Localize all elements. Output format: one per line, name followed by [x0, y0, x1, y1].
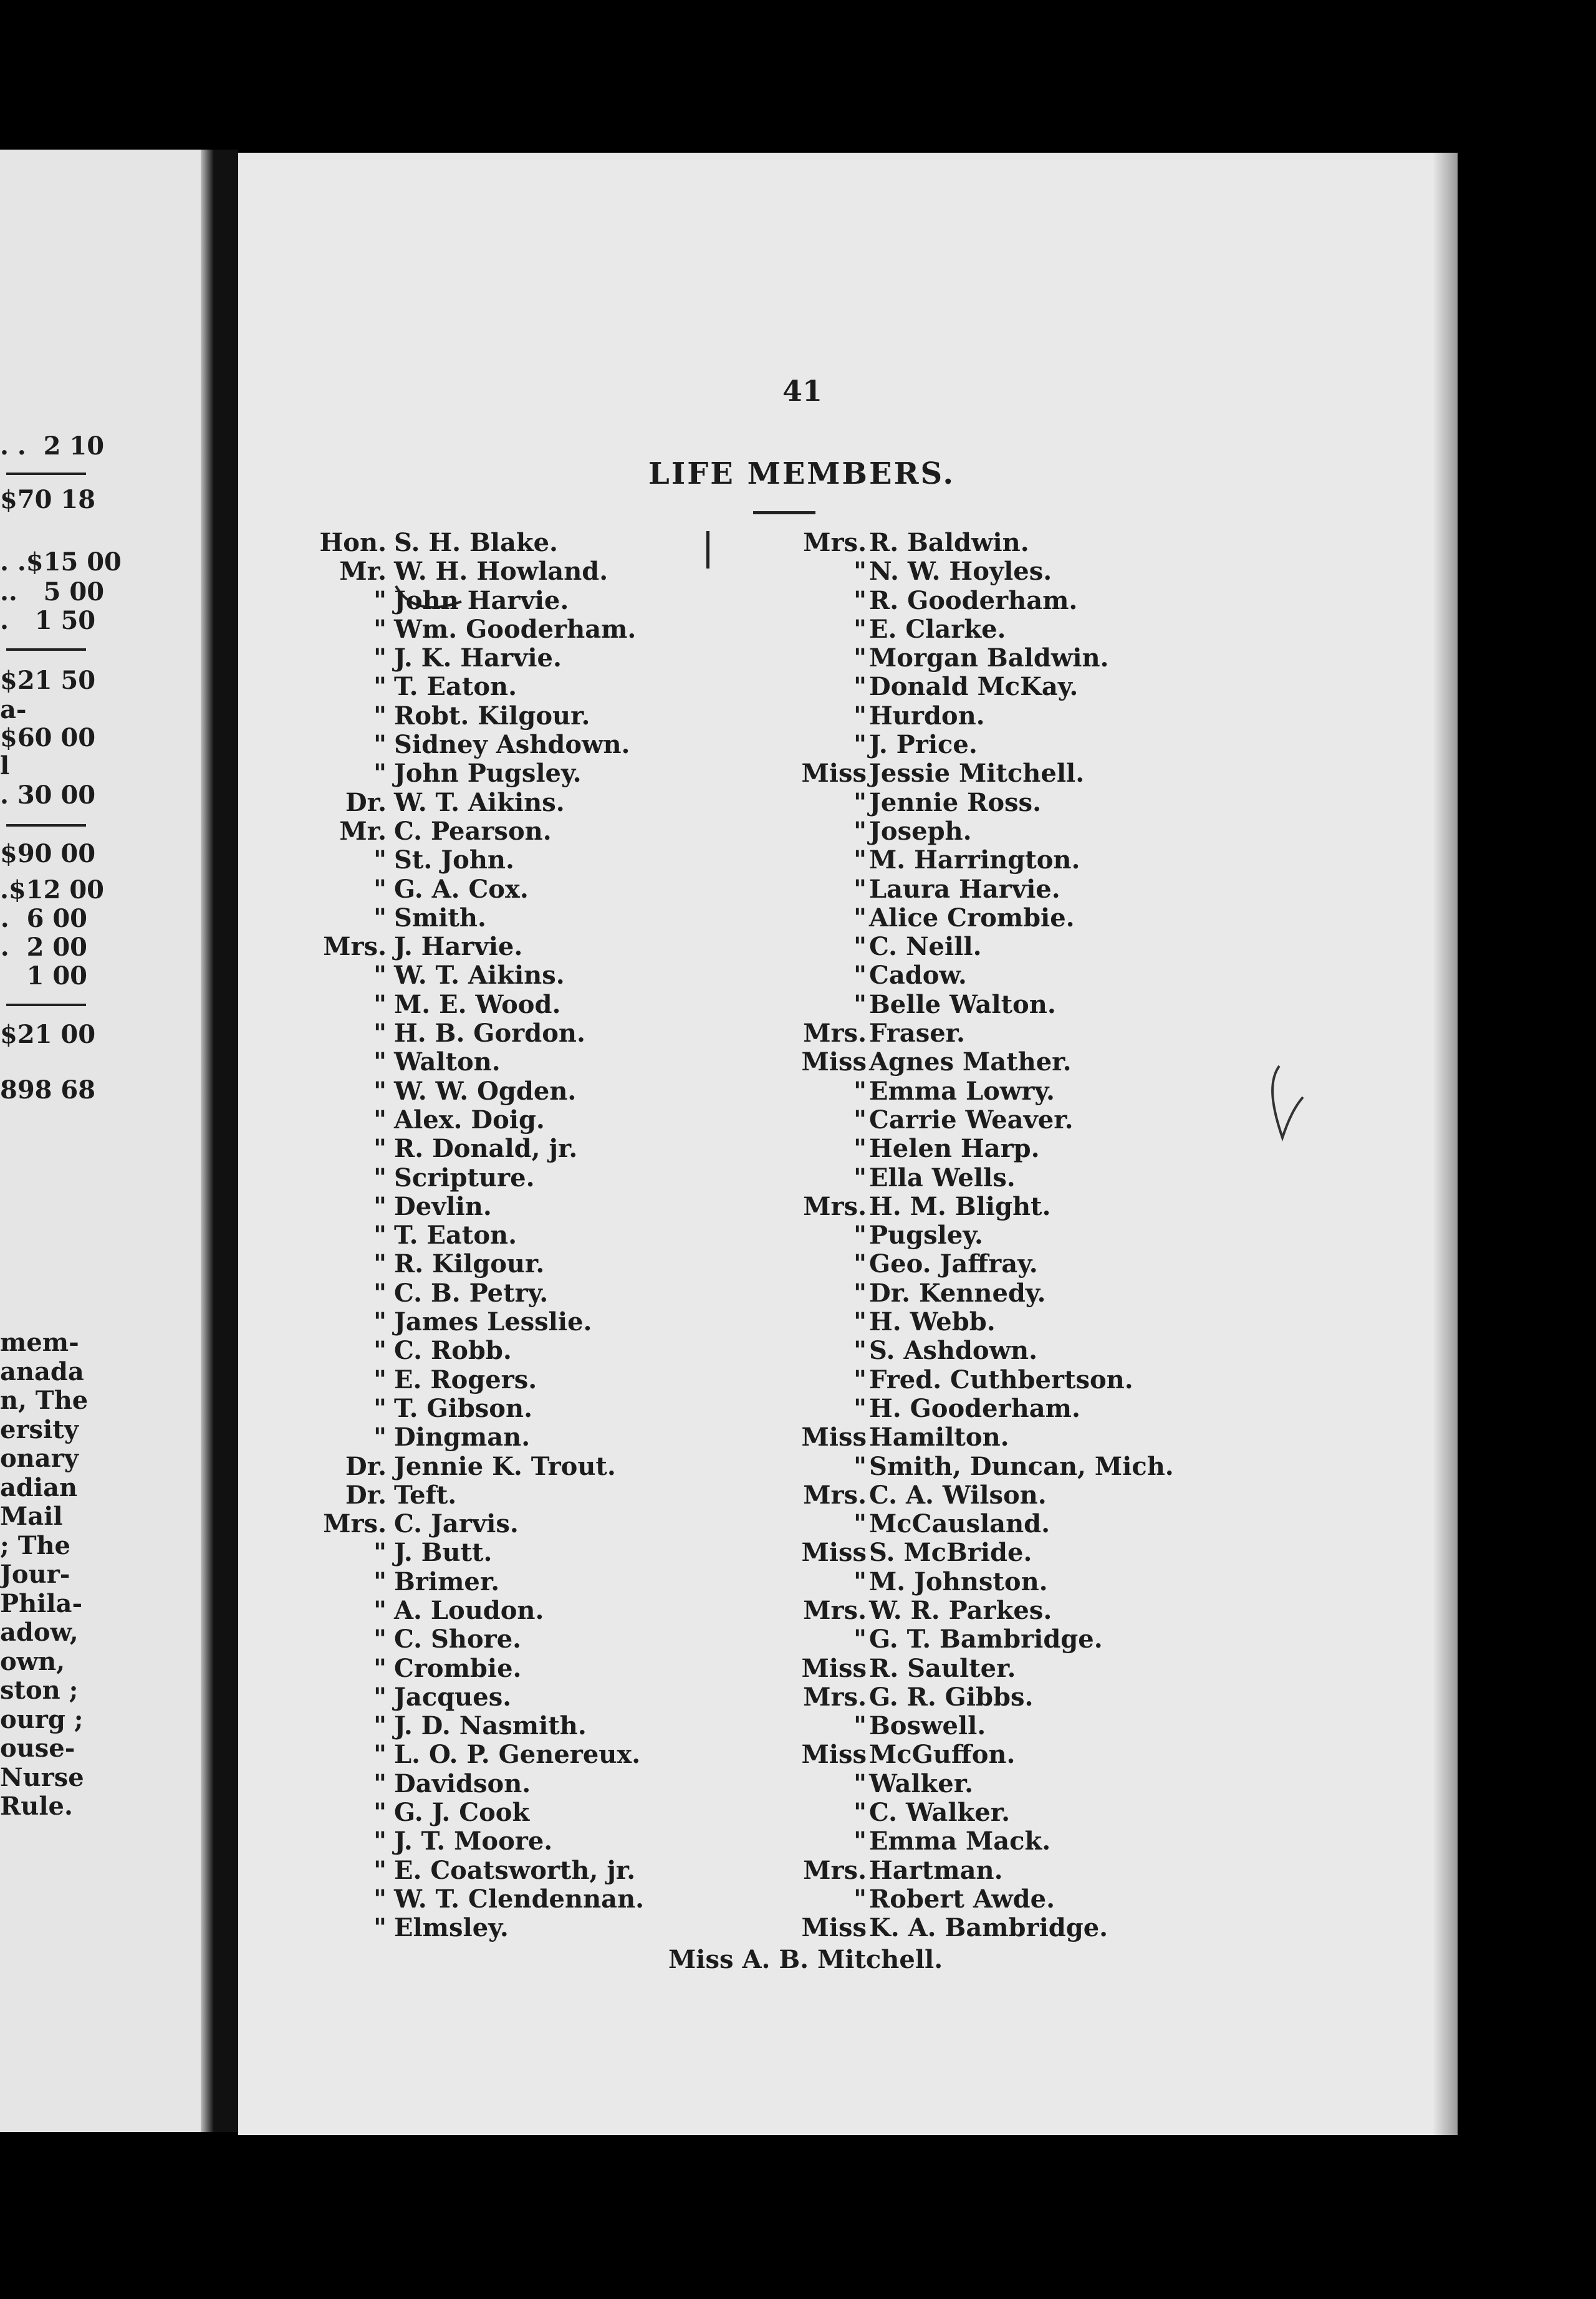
text-fragment: Rule. — [0, 1792, 73, 1821]
member-name: Smith. — [394, 903, 486, 933]
member-title: Mr. — [339, 816, 387, 846]
member-name: Helen Harp. — [869, 1134, 1040, 1164]
member-name: R. Gooderham. — [869, 585, 1078, 615]
member-title: " — [373, 989, 387, 1019]
member-name: Brimer. — [394, 1567, 500, 1596]
member-name: G. J. Cook — [394, 1798, 530, 1828]
member-name: W. T. Aikins. — [394, 961, 565, 991]
member-name: Sidney Ashdown. — [394, 730, 630, 760]
text-fragment: mem- — [0, 1328, 79, 1357]
member-title: Mrs. — [323, 1509, 387, 1539]
member-name: J. Butt. — [394, 1538, 493, 1568]
member-title: " — [853, 1278, 867, 1308]
amount-row: . .$15 00 — [0, 547, 122, 577]
member-name: Smith, Duncan, Mich. — [869, 1451, 1174, 1481]
member-title: Mrs. — [803, 1480, 867, 1510]
member-name: H. Gooderham. — [869, 1393, 1080, 1423]
amount-row: $60 00 — [0, 723, 96, 752]
member-name: C. Jarvis. — [394, 1509, 519, 1539]
member-name: M. Johnston. — [869, 1567, 1048, 1596]
member-name: Crombie. — [394, 1653, 522, 1683]
member-name: John Harvie. — [394, 585, 569, 615]
member-name: J. K. Harvie. — [394, 643, 562, 673]
member-title: Miss — [801, 1423, 867, 1452]
page-edge-shadow — [1433, 153, 1458, 2135]
member-name: Donald McKay. — [869, 672, 1079, 702]
member-name: W. R. Parkes. — [869, 1595, 1052, 1625]
member-title: " — [853, 557, 867, 587]
member-name: R. Saulter. — [869, 1653, 1016, 1683]
member-name: Ella Wells. — [869, 1163, 1016, 1193]
member-title: " — [853, 903, 867, 933]
member-name: McGuffon. — [869, 1740, 1016, 1770]
member-name: Hartman. — [869, 1855, 1003, 1885]
amount-row: .. 5 00 — [0, 577, 105, 607]
pen-mark — [706, 531, 709, 569]
member-title: " — [373, 614, 387, 644]
text-fragment: l — [0, 751, 10, 780]
member-name: Dr. Kennedy. — [869, 1278, 1046, 1308]
member-title: Mr. — [339, 557, 387, 587]
text-fragment: Mail — [0, 1502, 63, 1531]
member-title: Mrs. — [803, 1191, 867, 1221]
member-title: " — [373, 730, 387, 760]
closing-entry: Miss A. B. Mitchell. — [668, 1945, 943, 1974]
member-name: T. Gibson. — [394, 1393, 532, 1423]
text-fragment: adian — [0, 1472, 78, 1502]
member-name: Laura Harvie. — [869, 874, 1060, 904]
member-name: Devlin. — [394, 1191, 492, 1221]
member-title: " — [373, 1336, 387, 1366]
member-title: " — [853, 816, 867, 846]
amount-row: . 6 00 — [0, 904, 87, 933]
member-name: W. T. Aikins. — [394, 787, 565, 817]
member-name: E. Clarke. — [869, 614, 1006, 644]
member-name: Jennie Ross. — [869, 787, 1041, 817]
text-fragment: ouse- — [0, 1734, 75, 1763]
member-title: " — [373, 1221, 387, 1250]
text-fragment: n, The — [0, 1386, 89, 1415]
member-title: " — [373, 1826, 387, 1856]
member-name: H. B. Gordon. — [394, 1019, 585, 1049]
member-title: " — [373, 1307, 387, 1337]
member-title: " — [373, 643, 387, 673]
member-title: " — [853, 1826, 867, 1856]
amount-row: . 30 00 — [0, 780, 96, 810]
member-title: " — [373, 1913, 387, 1943]
member-name: W. W. Ogden. — [394, 1076, 577, 1106]
text-fragment: onary — [0, 1444, 79, 1473]
member-title: " — [373, 1249, 387, 1279]
member-name: Jennie K. Trout. — [394, 1451, 616, 1481]
member-title: " — [373, 1278, 387, 1308]
member-name: C. Shore. — [394, 1625, 522, 1654]
amount-row: 898 68 — [0, 1075, 96, 1105]
member-name: S. Ashdown. — [869, 1336, 1038, 1366]
amount-row: 1 00 — [0, 961, 87, 991]
member-title: " — [373, 1076, 387, 1106]
member-title: " — [373, 585, 387, 615]
member-name: Belle Walton. — [869, 989, 1056, 1019]
member-name: Wm. Gooderham. — [394, 614, 637, 644]
member-name: J. D. Nasmith. — [394, 1711, 587, 1741]
member-title: " — [373, 874, 387, 904]
member-name: Jessie Mitchell. — [869, 759, 1085, 789]
member-name: R. Donald, jr. — [394, 1134, 578, 1164]
member-name: E. Rogers. — [394, 1365, 537, 1394]
member-name: C. Pearson. — [394, 816, 552, 846]
member-name: Agnes Mather. — [869, 1047, 1072, 1077]
member-title: Mrs. — [803, 1595, 867, 1625]
member-title: " — [853, 672, 867, 702]
member-title: " — [853, 1336, 867, 1366]
member-title: " — [373, 961, 387, 991]
member-title: " — [373, 1855, 387, 1885]
member-name: Fred. Cuthbertson. — [869, 1365, 1133, 1394]
member-title: " — [853, 730, 867, 760]
member-name: C. A. Wilson. — [869, 1480, 1047, 1510]
member-title: " — [853, 787, 867, 817]
member-name: C. B. Petry. — [394, 1278, 549, 1308]
member-name: John Pugsley. — [394, 759, 582, 789]
member-title: " — [373, 1740, 387, 1770]
member-title: " — [853, 932, 867, 962]
member-name: Pugsley. — [869, 1221, 983, 1250]
page-title: LIFE MEMBERS. — [648, 456, 956, 491]
member-name: Alex. Doig. — [394, 1105, 545, 1135]
member-title: " — [853, 585, 867, 615]
member-title: Dr. — [345, 787, 387, 817]
member-title: " — [373, 1567, 387, 1596]
member-title: " — [853, 1307, 867, 1337]
member-title: " — [853, 1221, 867, 1250]
member-title: " — [373, 1134, 387, 1164]
member-title: " — [373, 845, 387, 875]
amount-row: $21 00 — [0, 1020, 96, 1049]
member-name: Hamilton. — [869, 1423, 1009, 1452]
text-fragment: ourg ; — [0, 1704, 84, 1734]
member-name: Davidson. — [394, 1769, 531, 1798]
book-gutter — [201, 150, 238, 2132]
member-name: A. Loudon. — [394, 1595, 544, 1625]
member-title: " — [373, 1423, 387, 1452]
member-name: G. A. Cox. — [394, 874, 529, 904]
member-name: L. O. P. Genereux. — [394, 1740, 641, 1770]
amount-row: $21 50 — [0, 666, 96, 695]
member-title: " — [853, 1393, 867, 1423]
member-title: " — [373, 903, 387, 933]
member-name: J. Harvie. — [394, 932, 523, 962]
member-title: " — [853, 989, 867, 1019]
member-title: " — [853, 1365, 867, 1394]
member-title: Mrs. — [323, 932, 387, 962]
page-number: 41 — [782, 374, 823, 408]
member-name: T. Eaton. — [394, 672, 517, 702]
member-name: G. R. Gibbs. — [869, 1682, 1034, 1712]
sum-rule — [6, 1004, 86, 1006]
member-name: H. Webb. — [869, 1307, 996, 1337]
member-title: " — [853, 1451, 867, 1481]
member-title: Miss — [801, 1047, 867, 1077]
member-title: " — [373, 1105, 387, 1135]
member-title: " — [373, 1538, 387, 1568]
member-name: C. Robb. — [394, 1336, 512, 1366]
sum-rule — [6, 824, 86, 827]
member-title: Miss — [801, 1653, 867, 1683]
member-name: Elmsley. — [394, 1913, 509, 1943]
member-title: " — [853, 1163, 867, 1193]
member-name: Morgan Baldwin. — [869, 643, 1109, 673]
amount-row: .$12 00 — [0, 875, 105, 905]
member-title: Hon. — [319, 528, 387, 557]
text-fragment: own, — [0, 1646, 65, 1676]
member-name: M. Harrington. — [869, 845, 1080, 875]
text-fragment: Nurse — [0, 1762, 84, 1792]
member-name: Carrie Weaver. — [869, 1105, 1074, 1135]
member-name: Robt. Kilgour. — [394, 701, 590, 731]
member-title: " — [853, 1567, 867, 1596]
member-name: C. Neill. — [869, 932, 982, 962]
member-title: " — [853, 1625, 867, 1654]
member-title: " — [853, 1134, 867, 1164]
member-title: " — [373, 1393, 387, 1423]
member-title: Dr. — [345, 1480, 387, 1510]
member-name: K. A. Bambridge. — [869, 1913, 1108, 1943]
text-fragment: ston ; — [0, 1676, 79, 1705]
member-name: H. M. Blight. — [869, 1191, 1051, 1221]
member-title: " — [373, 1653, 387, 1683]
member-name: Robert Awde. — [869, 1884, 1055, 1914]
member-title: " — [373, 1798, 387, 1828]
member-title: Mrs. — [803, 528, 867, 557]
text-fragment: ersity — [0, 1414, 79, 1444]
member-title: " — [373, 1595, 387, 1625]
member-title: Miss — [801, 1538, 867, 1568]
amount-row: . . 2 10 — [0, 431, 105, 461]
member-name: J. T. Moore. — [394, 1826, 553, 1856]
member-name: St. John. — [394, 845, 514, 875]
sum-rule — [6, 473, 86, 475]
member-name: Emma Mack. — [869, 1826, 1051, 1856]
member-name: Jacques. — [394, 1682, 512, 1712]
member-name: G. T. Bambridge. — [869, 1625, 1103, 1654]
member-title: Mrs. — [803, 1855, 867, 1885]
member-title: " — [373, 1191, 387, 1221]
member-title: " — [853, 1509, 867, 1539]
member-title: " — [853, 1076, 867, 1106]
amount-row: . 2 00 — [0, 933, 87, 962]
member-name: S. H. Blake. — [394, 528, 558, 557]
member-title: " — [373, 1019, 387, 1049]
member-name: S. McBride. — [869, 1538, 1032, 1568]
member-title: " — [853, 1769, 867, 1798]
member-name: W. T. Clendennan. — [394, 1884, 645, 1914]
text-fragment: anada — [0, 1356, 84, 1386]
member-name: Alice Crombie. — [869, 903, 1075, 933]
member-name: J. Price. — [869, 730, 978, 760]
member-title: " — [853, 614, 867, 644]
text-fragment: Jour- — [0, 1560, 70, 1589]
title-rule — [753, 511, 815, 514]
member-name: Emma Lowry. — [869, 1076, 1055, 1106]
member-name: James Lesslie. — [394, 1307, 592, 1337]
member-title: " — [853, 1711, 867, 1741]
member-title: " — [373, 759, 387, 789]
member-title: " — [373, 1365, 387, 1394]
text-fragment: adow, — [0, 1618, 79, 1647]
member-title: Miss — [801, 1913, 867, 1943]
member-title: " — [373, 1625, 387, 1654]
sum-rule — [6, 648, 86, 651]
member-name: R. Kilgour. — [394, 1249, 545, 1279]
member-title: " — [373, 1711, 387, 1741]
member-name: Walker. — [869, 1769, 974, 1798]
member-name: Fraser. — [869, 1019, 965, 1049]
member-title: " — [853, 1798, 867, 1828]
member-title: " — [853, 845, 867, 875]
member-name: W. H. Howland. — [394, 557, 608, 587]
member-name: E. Coatsworth, jr. — [394, 1855, 636, 1885]
member-title: Miss — [801, 1740, 867, 1770]
member-title: " — [853, 1249, 867, 1279]
member-title: " — [853, 874, 867, 904]
member-name: Walton. — [394, 1047, 501, 1077]
member-name: C. Walker. — [869, 1798, 1011, 1828]
member-name: Scripture. — [394, 1163, 535, 1193]
text-fragment: a- — [0, 695, 27, 724]
member-title: " — [853, 1105, 867, 1135]
text-fragment: Phila- — [0, 1588, 83, 1618]
member-name: Dingman. — [394, 1423, 531, 1452]
member-title: Dr. — [345, 1451, 387, 1481]
member-name: T. Eaton. — [394, 1221, 517, 1250]
member-name: M. E. Wood. — [394, 989, 561, 1019]
amount-row: . 1 50 — [0, 606, 96, 635]
member-name: Cadow. — [869, 961, 967, 991]
member-title: " — [853, 961, 867, 991]
member-name: R. Baldwin. — [869, 528, 1029, 557]
member-title: " — [373, 1682, 387, 1712]
member-name: Joseph. — [869, 816, 972, 846]
member-title: " — [373, 1047, 387, 1077]
member-title: " — [373, 1769, 387, 1798]
member-title: " — [853, 643, 867, 673]
member-title: " — [373, 1884, 387, 1914]
member-title: " — [373, 1163, 387, 1193]
amount-row: $90 00 — [0, 839, 96, 868]
text-fragment: ; The — [0, 1530, 70, 1560]
pen-mark — [1261, 1063, 1310, 1150]
member-name: Teft. — [394, 1480, 457, 1510]
facing-page-fragment — [0, 150, 201, 2132]
member-name: Geo. Jaffray. — [869, 1249, 1038, 1279]
member-title: Mrs. — [803, 1019, 867, 1049]
member-title: " — [853, 1884, 867, 1914]
member-title: " — [853, 701, 867, 731]
member-name: Hurdon. — [869, 701, 985, 731]
member-title: " — [373, 672, 387, 702]
member-name: N. W. Hoyles. — [869, 557, 1052, 587]
member-name: McCausland. — [869, 1509, 1050, 1539]
member-title: Mrs. — [803, 1682, 867, 1712]
amount-row: $70 18 — [0, 485, 96, 514]
member-title: Miss — [801, 759, 867, 789]
member-title: " — [373, 701, 387, 731]
member-name: Boswell. — [869, 1711, 986, 1741]
